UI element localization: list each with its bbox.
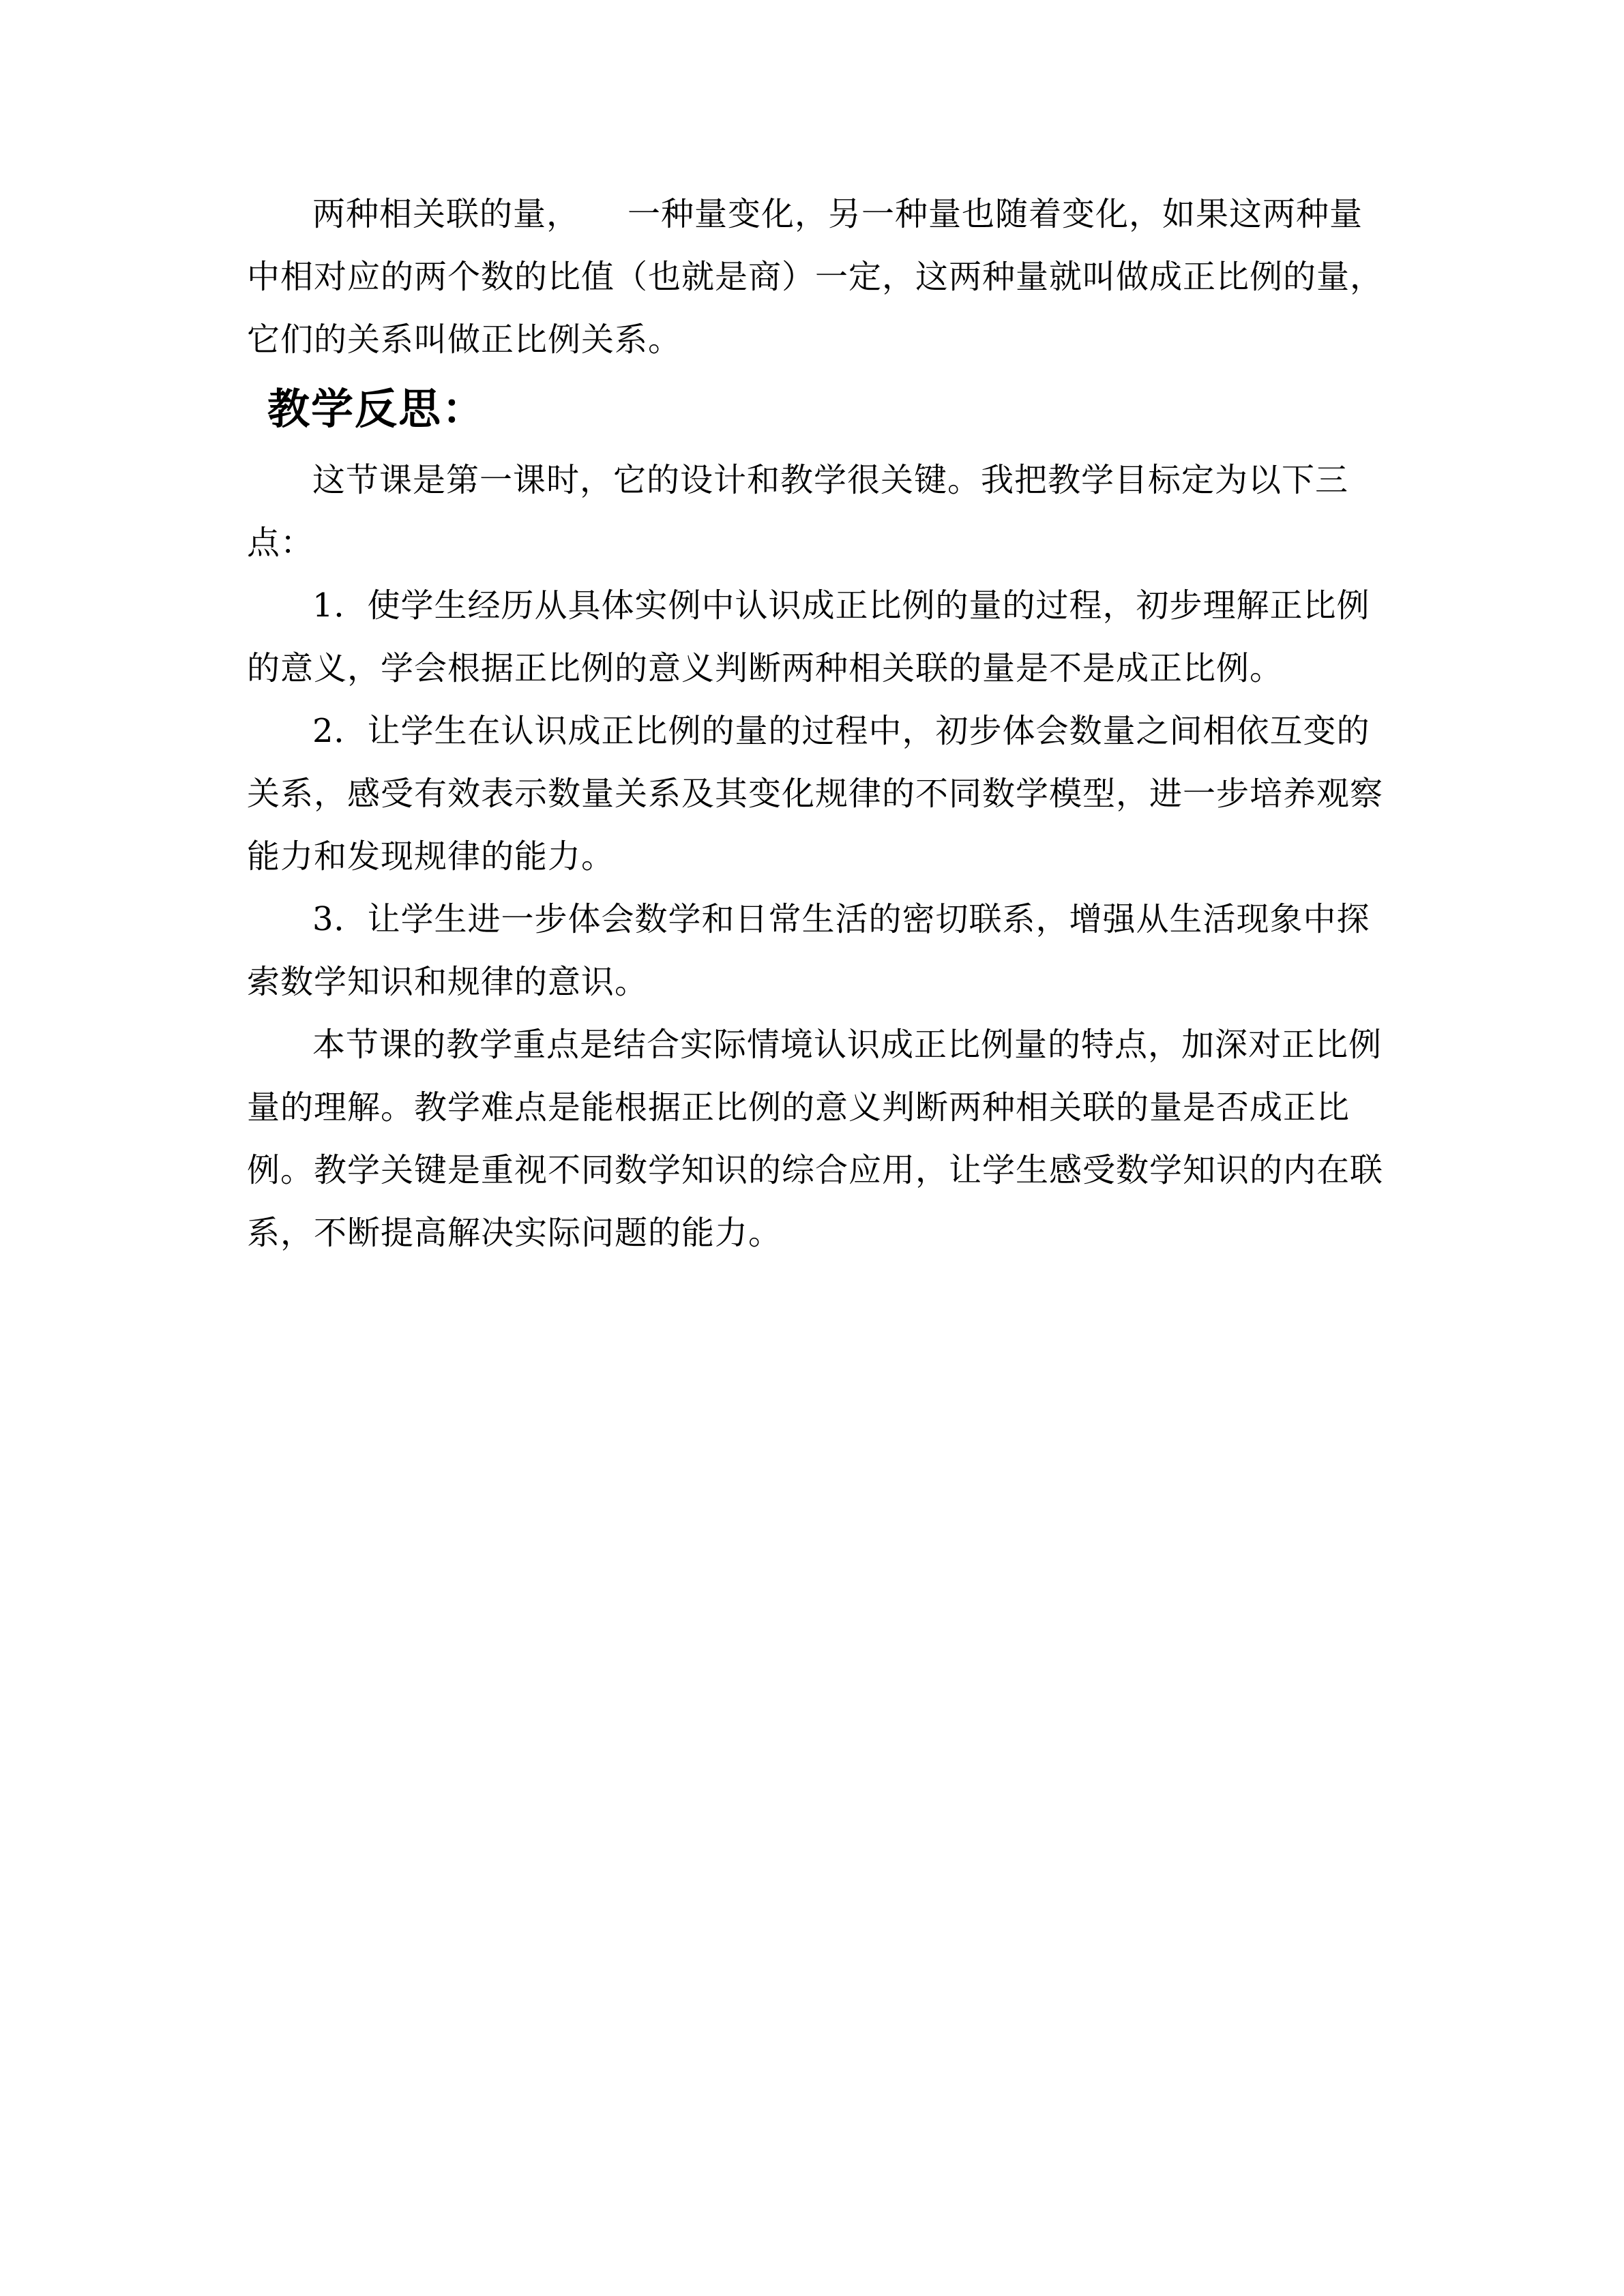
reflection-heading: 教学反思：: [267, 384, 486, 434]
definition-part-2: 一种量变化，另一种量也随着变化，如果这两种量中相对应的两个数的比值（也就是商）一定，这两种量就叫做成正比例的量，它们的关系叫做正比例关系。: [247, 195, 1384, 359]
document-body: [247, 183, 1386, 1264]
definition-paragraph: [247, 183, 1386, 371]
paragraph-goal-3: 3．让学生进一步体会数学和日常生活的密切联系，增强从生活现象中探索数学知识和规律的意识。: [247, 900, 1370, 1001]
paragraph-key-points: 本节课的教学重点是结合实际情境认识成正比例量的特点，加深对正比例量的理解。教学难点是能根据正比例的意义判断两种相关联的量是否成正比例。教学关键是重视不同数学知识的综合应用，让学生感受数学知识的内在联系，不断提高解决实际问题的能力。: [247, 1026, 1384, 1252]
definition-part-1: 两种相关联的量，: [312, 195, 580, 233]
paragraph-goal-2: 2．让学生在认识成正比例的量的过程中，初步体会数量之间相依互变的关系，感受有效表示数量关系及其变化规律的不同数学模型，进一步培养观察能力和发现规律的能力。: [247, 712, 1384, 876]
paragraph-intro: 这节课是第一课时，它的设计和教学很关键。我把教学目标定为以下三点：: [247, 461, 1349, 562]
paragraph-goal-1: 1．使学生经历从具体实例中认识成正比例的量的过程，初步理解正比例的意义，学会根据正比例的意义判断两种相关联的量是不是成正比例。: [247, 586, 1370, 687]
